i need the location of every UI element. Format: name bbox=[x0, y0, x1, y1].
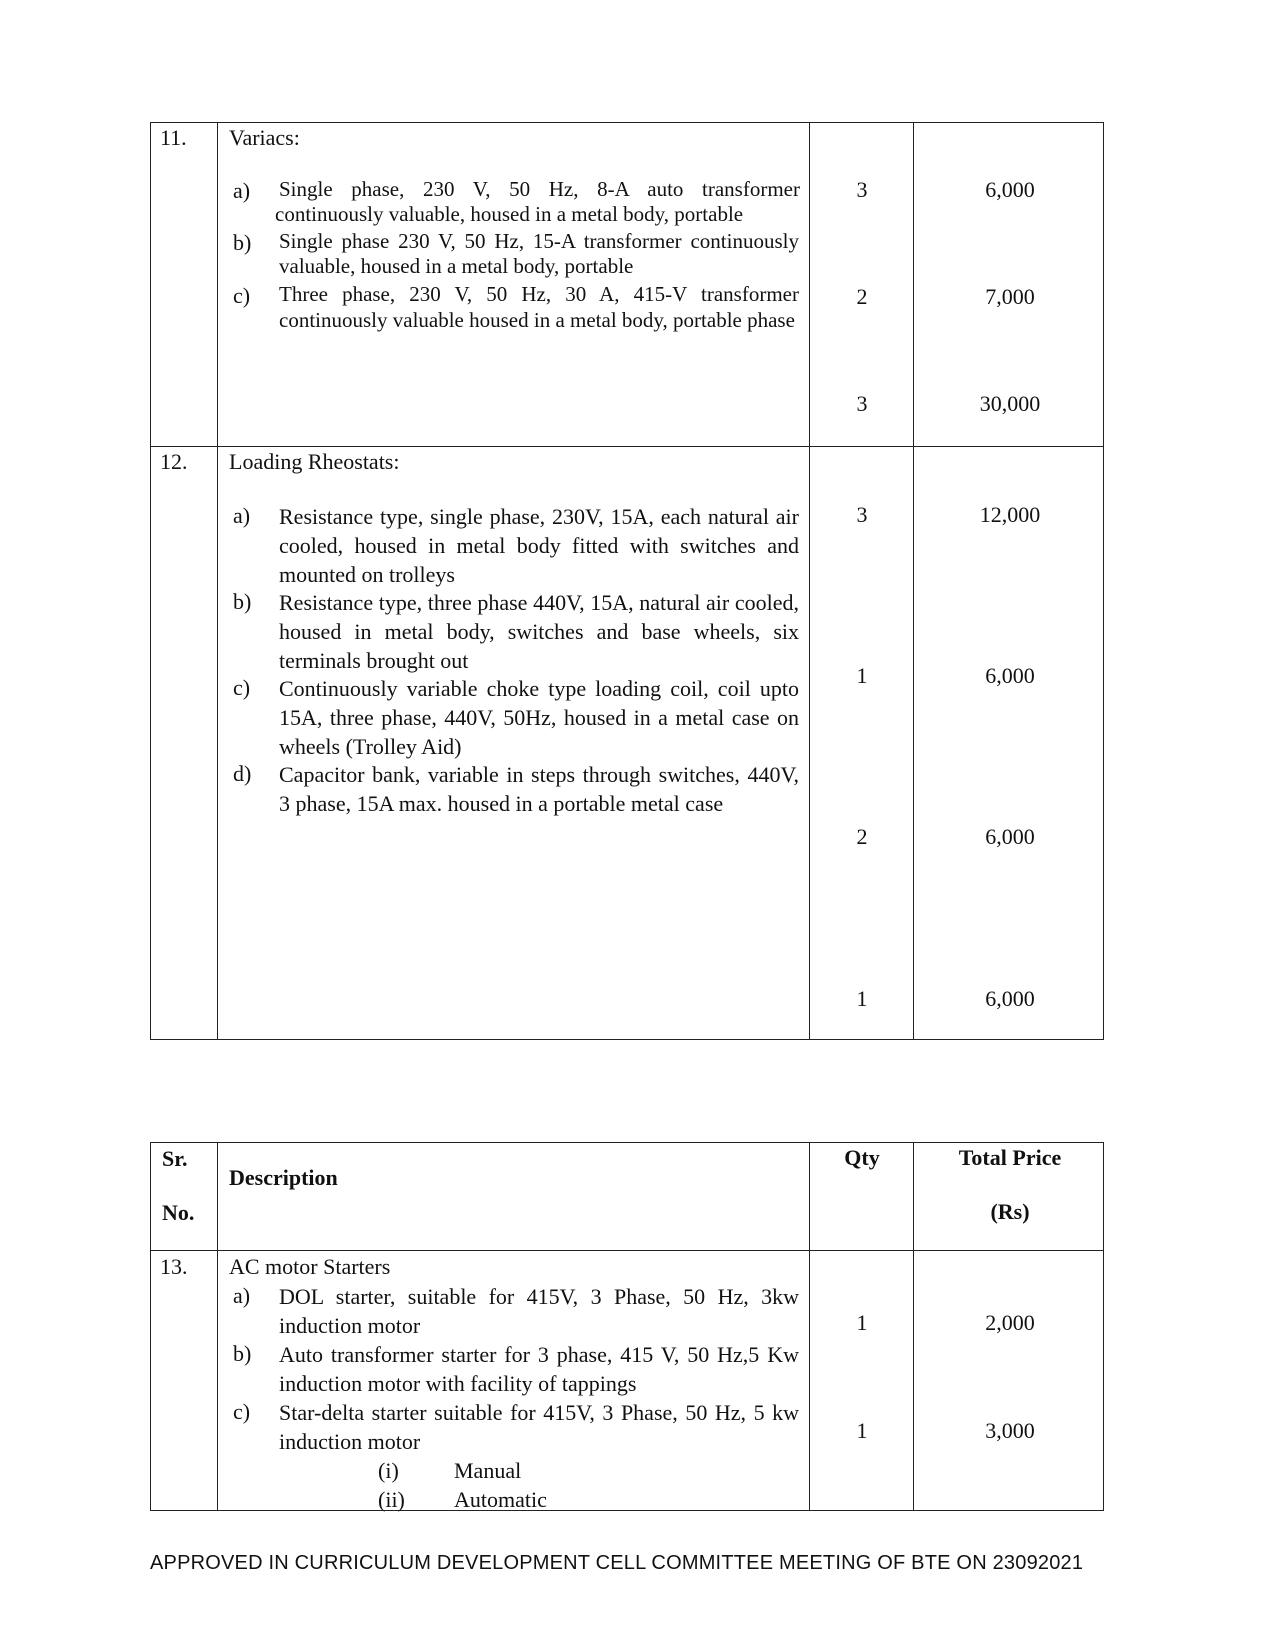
column-divider bbox=[809, 123, 810, 1039]
item-description: Three phase, 230 V, 50 Hz, 30 A, 415-V transformer continuously valuable housed in a metal body, portable phase bbox=[279, 282, 799, 332]
item-title-variacs: Variacs: bbox=[229, 125, 300, 150]
subitem-marker: (ii) bbox=[378, 1487, 405, 1512]
price-value: 3,000 bbox=[985, 1418, 1035, 1443]
item-description: Star-delta starter suitable for 415V, 3 Phase, 50 Hz, 5 kw induction motor bbox=[279, 1400, 799, 1454]
column-divider bbox=[809, 1143, 810, 1510]
item-marker: b) bbox=[233, 589, 252, 614]
qty-value: 2 bbox=[856, 284, 868, 309]
sr-no-12: 12. bbox=[160, 449, 188, 474]
item-marker: c) bbox=[233, 675, 251, 700]
column-divider bbox=[217, 1143, 218, 1510]
item-marker: b) bbox=[233, 1341, 252, 1366]
subitem-marker: (i) bbox=[378, 1458, 399, 1483]
sr-no-11: 11. bbox=[160, 125, 187, 150]
row-divider bbox=[151, 446, 1103, 447]
subitem-text-automatic: Automatic bbox=[454, 1487, 547, 1512]
header-qty: Qty bbox=[844, 1145, 880, 1170]
item-marker: a) bbox=[233, 503, 251, 528]
item-description: Resistance type, single phase, 230V, 15A, each natural air cooled, housed in metal body fitted with switches and mounted on trolleys bbox=[279, 504, 799, 587]
price-value: 2,000 bbox=[985, 1310, 1035, 1335]
item-marker: d) bbox=[233, 761, 252, 786]
qty-value: 1 bbox=[856, 1310, 868, 1335]
qty-value: 1 bbox=[856, 986, 868, 1011]
price-value: 30,000 bbox=[979, 391, 1041, 416]
item-marker: a) bbox=[233, 178, 251, 203]
qty-value: 2 bbox=[856, 824, 868, 849]
item-description: Resistance type, three phase 440V, 15A, natural air cooled, housed in metal body, switches and base wheels, six terminals brought out bbox=[279, 590, 799, 673]
column-divider bbox=[217, 123, 218, 1039]
price-value: 6,000 bbox=[985, 663, 1035, 688]
column-divider bbox=[913, 1143, 914, 1510]
qty-value: 3 bbox=[856, 502, 868, 527]
price-value: 6,000 bbox=[985, 177, 1035, 202]
header-total-price: Total Price bbox=[958, 1145, 1062, 1170]
item-description: Continuously variable choke type loading coil, coil upto 15A, three phase, 440V, 50Hz, housed in a metal case on wheels (Trolley Aid) bbox=[279, 676, 799, 759]
item-marker: c) bbox=[233, 1399, 251, 1424]
price-value: 6,000 bbox=[985, 986, 1035, 1011]
sr-no-13: 13. bbox=[160, 1254, 188, 1279]
price-value: 12,000 bbox=[979, 502, 1041, 527]
row-divider bbox=[151, 1250, 1103, 1251]
item-description: DOL starter, suitable for 415V, 3 Phase, 50 Hz, 3kw induction motor bbox=[279, 1284, 799, 1338]
approval-footer: APPROVED IN CURRICULUM DEVELOPMENT CELL COMMITTEE MEETING OF BTE ON 23092021 bbox=[150, 1552, 1084, 1574]
item-description: Auto transformer starter for 3 phase, 415 V, 50 Hz,5 Kw induction motor with facility of tappings bbox=[279, 1342, 799, 1396]
qty-value: 3 bbox=[856, 391, 868, 416]
qty-value: 3 bbox=[856, 177, 868, 202]
item-title-ac-motor-starters: AC motor Starters bbox=[229, 1254, 391, 1279]
header-sr: Sr. bbox=[162, 1146, 188, 1171]
item-marker: a) bbox=[233, 1283, 251, 1308]
price-value: 6,000 bbox=[985, 824, 1035, 849]
item-marker: c) bbox=[233, 283, 251, 308]
price-value: 7,000 bbox=[985, 284, 1035, 309]
qty-value: 1 bbox=[856, 663, 868, 688]
header-no: No. bbox=[162, 1200, 195, 1225]
qty-value: 1 bbox=[856, 1418, 868, 1443]
item-description: Capacitor bank, variable in steps through switches, 440V, 3 phase, 15A max. housed in a portable metal case bbox=[279, 762, 799, 816]
item-description: Single phase, 230 V, 50 Hz, 8-A auto transformer continuously valuable, housed in a metal body, portable bbox=[275, 177, 800, 226]
header-price-unit: (Rs) bbox=[990, 1199, 1030, 1224]
item-description: Single phase 230 V, 50 Hz, 15-A transformer continuously valuable, housed in a metal body, portable bbox=[279, 229, 799, 278]
item-marker: b) bbox=[233, 230, 252, 255]
subitem-text-manual: Manual bbox=[454, 1458, 522, 1483]
column-divider bbox=[913, 123, 914, 1039]
header-description: Description bbox=[229, 1165, 338, 1190]
item-title-loading-rheostats: Loading Rheostats: bbox=[229, 449, 400, 474]
